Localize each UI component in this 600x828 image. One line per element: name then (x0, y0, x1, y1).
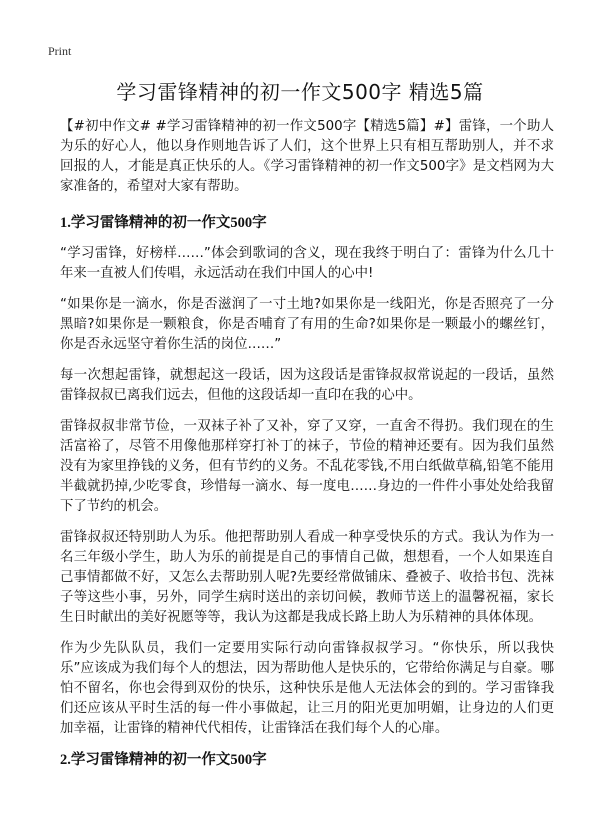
paragraph: 雷锋叔叔非常节俭，一双袜子补了又补，穿了又穿，一直舍不得扔。我们现在的生活富裕了，尽管不用像他那样穿打补丁的袜子，节俭的精神还要有。因为我们虽然没有为家里挣钱的义务，但有节约的义务。不乱花零钱,不用白纸做草稿,铅笔不能用半截就扔掉,少吃零食，珍惜每一滴水、每一度电……身边的一件件小事处处给我留下了节约的机会。 (60, 419, 554, 514)
intro-paragraph: 【#初中作文# #学习雷锋精神的初一作文500字【精选5篇】#】雷锋，一个助人为乐的好心人，他以身作则地告诉了人们，这个世界上只有相互帮助别人，并不求回报的人，才能是真正快乐的人。《学习雷锋精神的初一作文500字》是文档网为大家准备的，希望对大家有帮助。 (60, 119, 554, 194)
page-title: 学习雷锋精神的初一作文500字 精选5篇 (116, 80, 484, 104)
article-body (60, 117, 554, 781)
print-link[interactable]: Print (48, 44, 72, 58)
section-heading-1: 1.学习雷锋精神的初一作文500字 (60, 215, 267, 231)
paragraph: 每一次想起雷锋，就想起这一段话，因为这段话是雷锋叔叔常说起的一段话，虽然雷锋叔叔已离我们远去，但他的这段话却一直印在我的心中。 (60, 368, 554, 403)
section-heading-2: 2.学习雷锋精神的初一作文500字 (60, 752, 267, 768)
paragraph: 雷锋叔叔还特别助人为乐。他把帮助别人看成一种享受快乐的方式。我认为作为一名三年级小学生，助人为乐的前提是自己的事情自己做，想想看，一个人如果连自己事情都做不好，又怎么去帮助别人呢?先要经常做铺床、叠被子、收拾书包、洗袜子等这些小事，另外，同学生病时送出的亲切问候，教师节送上的温馨祝福，家长生日时献出的美好祝愿等等，我认为这都是我成长路上助人为乐精神的具体体现。 (60, 530, 554, 625)
paragraph: “如果你是一滴水，你是否滋润了一寸土地?如果你是一线阳光，你是否照亮了一分黑暗?如果你是一颗粮食，你是否哺育了有用的生命?如果你是一颗最小的螺丝钉，你是否永远坚守着你生活的岗位……” (60, 297, 554, 352)
paragraph: 作为少先队队员，我们一定要用实际行动向雷锋叔叔学习。“你快乐，所以我快乐”应该成为我们每个人的想法，因为帮助他人是快乐的，它带给你满足与自豪。哪怕不留名，你也会得到双份的快乐，这种快乐是他人无法体会的到的。学习雷锋我们还应该从平时生活的每一件小事做起，让三月的阳光更加明媚，让身边的人们更加幸福，让雷锋的精神代代相传，让雷锋活在我们每个人的心扉。 (60, 641, 554, 736)
paragraph: “学习雷锋，好榜样……”体会到歌词的含义，现在我终于明白了：雷锋为什么几十年来一直被人们传唱，永远活动在我们中国人的心中! (60, 246, 554, 281)
